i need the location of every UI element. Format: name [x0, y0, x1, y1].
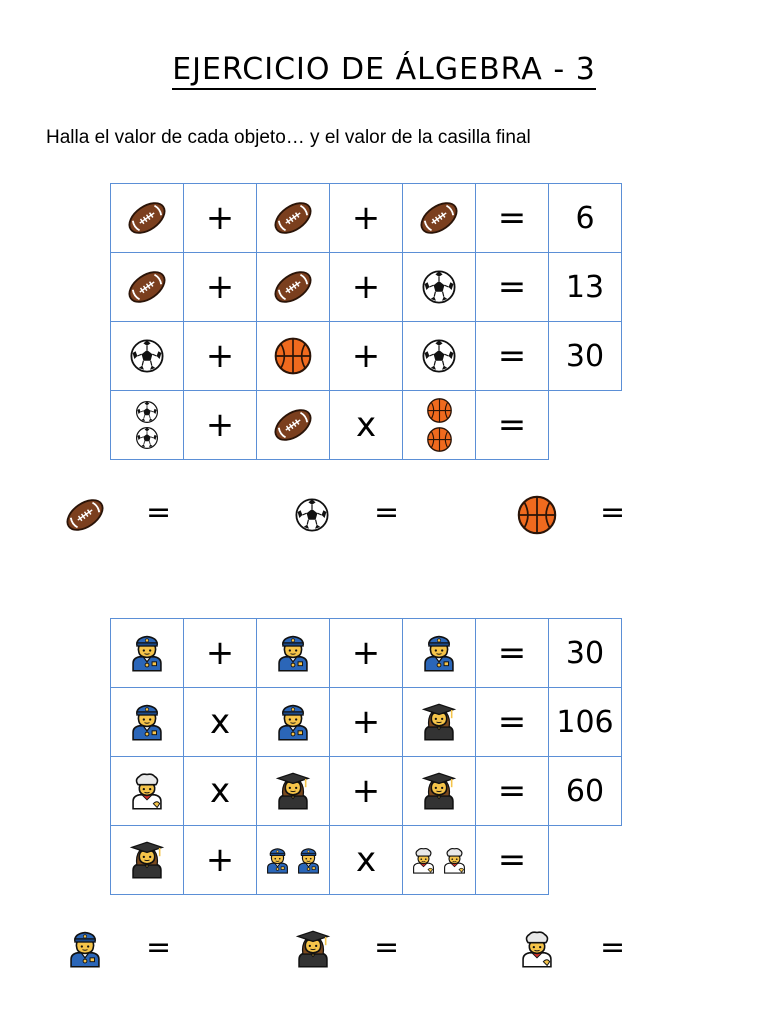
chef-icon [441, 847, 468, 874]
football-icon [63, 493, 107, 537]
chef-icon [518, 930, 556, 968]
grid-row [111, 826, 622, 895]
graduate-icon [111, 826, 184, 895]
puzzle-grid-sports [110, 183, 622, 460]
soccer-ball-icon [403, 322, 476, 391]
plus-sign: + [330, 253, 403, 322]
answer-row-sports [60, 495, 760, 535]
grid-row [111, 619, 622, 688]
equals-sign: = [476, 688, 549, 757]
grid-row [111, 184, 622, 253]
plus-sign: + [184, 391, 257, 460]
football-icon [257, 184, 330, 253]
graduate-icon [257, 757, 330, 826]
grid-row [111, 688, 622, 757]
plus-sign: + [184, 184, 257, 253]
soccer-ball-icon [135, 426, 159, 450]
soccer-ball-icon [403, 253, 476, 322]
plus-sign: + [330, 184, 403, 253]
grid-row [111, 757, 622, 826]
times-sign: x [184, 688, 257, 757]
answer-row-people [60, 930, 760, 970]
police-officer-icon [66, 930, 104, 968]
soccer-ball-icon [294, 497, 330, 533]
chef-icon [410, 847, 437, 874]
equals-sign: = [374, 495, 400, 530]
plus-sign: + [330, 619, 403, 688]
result-value: 60 [549, 757, 622, 826]
result-value: 30 [549, 322, 622, 391]
football-icon [403, 184, 476, 253]
chef-icon [111, 757, 184, 826]
basketball-icon [257, 322, 330, 391]
times-sign: x [184, 757, 257, 826]
grid-row [111, 391, 622, 460]
basketball-icon [426, 426, 453, 453]
equals-sign: = [476, 322, 549, 391]
soccer-ball-icon [135, 400, 159, 424]
police-officer-icon [257, 688, 330, 757]
soccer-ball-icon [111, 322, 184, 391]
two-soccer-balls [111, 391, 184, 460]
police-officer-icon [257, 619, 330, 688]
graduate-icon [403, 688, 476, 757]
grid-row [111, 322, 622, 391]
police-officer-icon [111, 619, 184, 688]
result-value: 13 [549, 253, 622, 322]
plus-sign: + [184, 322, 257, 391]
equals-sign: = [476, 253, 549, 322]
two-basketballs [403, 391, 476, 460]
football-icon [257, 391, 330, 460]
two-chefs [403, 826, 476, 895]
puzzle-grid-people [110, 618, 622, 895]
police-officer-icon [295, 847, 322, 874]
equals-sign: = [600, 930, 626, 965]
empty-cell [549, 826, 622, 895]
instruction-text: Halla el valor de cada objeto… y el valor de la casilla final [46, 127, 531, 148]
football-icon [111, 253, 184, 322]
basketball-icon [426, 397, 453, 424]
times-sign: x [330, 391, 403, 460]
football-icon [111, 184, 184, 253]
equals-sign: = [476, 757, 549, 826]
plus-sign: + [330, 757, 403, 826]
grid-row [111, 253, 622, 322]
empty-cell [549, 391, 622, 460]
two-police-officers [257, 826, 330, 895]
football-icon [257, 253, 330, 322]
police-officer-icon [403, 619, 476, 688]
title-text: EJERCICIO DE ÁLGEBRA - 3 [172, 52, 596, 90]
result-value: 106 [549, 688, 622, 757]
page-title [0, 52, 768, 87]
equals-sign: = [476, 826, 549, 895]
plus-sign: + [330, 322, 403, 391]
police-officer-icon [264, 847, 291, 874]
result-value: 30 [549, 619, 622, 688]
graduate-icon [294, 930, 332, 968]
police-officer-icon [111, 688, 184, 757]
equals-sign: = [146, 495, 172, 530]
plus-sign: + [184, 826, 257, 895]
result-value: 6 [549, 184, 622, 253]
equals-sign: = [476, 619, 549, 688]
equals-sign: = [476, 391, 549, 460]
equals-sign: = [476, 184, 549, 253]
basketball-icon [516, 494, 558, 536]
graduate-icon [403, 757, 476, 826]
equals-sign: = [374, 930, 400, 965]
times-sign: x [330, 826, 403, 895]
equals-sign: = [600, 495, 626, 530]
plus-sign: + [184, 619, 257, 688]
plus-sign: + [330, 688, 403, 757]
equals-sign: = [146, 930, 172, 965]
plus-sign: + [184, 253, 257, 322]
